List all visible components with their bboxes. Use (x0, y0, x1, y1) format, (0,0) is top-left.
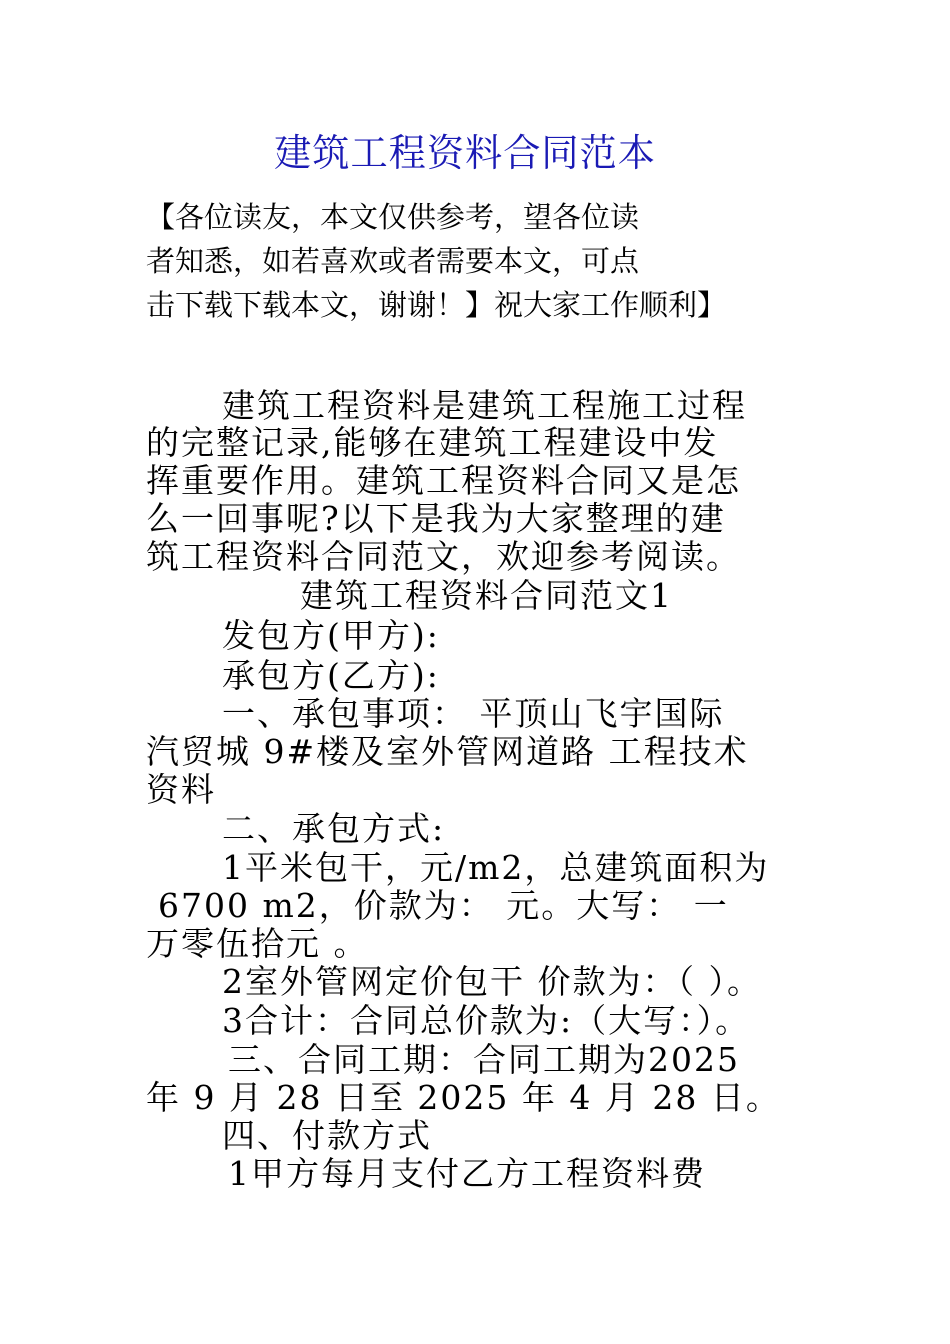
notice-line: 者知悉，如若喜欢或者需要本文，可点 (146, 244, 640, 278)
notice-line: 【各位读友，本文仅供参考，望各位读 (146, 200, 640, 234)
clause-line: 万零伍拾元 。 (146, 924, 369, 963)
clause-line: 资料 (146, 770, 216, 809)
paragraph-line: 么一回事呢?以下是我为大家整理的建 (146, 499, 726, 538)
paragraph-line: 建筑工程资料是建筑工程施工过程 (222, 386, 747, 425)
section-heading: 建筑工程资料合同范文1 (300, 576, 673, 615)
clause-line: 2室外管网定价包干 价款为：（ ）。 (222, 962, 762, 1001)
clause-line: 年 9 月 28 日至 2025 年 4 月 28 日。 (146, 1078, 781, 1117)
clause-line: 一、承包事项： 平顶山飞宇国际 (222, 694, 725, 733)
clause-line: 四、付款方式 (222, 1116, 432, 1155)
paragraph-line: 挥重要作用。建筑工程资料合同又是怎 (146, 461, 741, 500)
party-b-line: 承包方(乙方): (222, 656, 440, 695)
paragraph-line: 筑工程资料合同范文，欢迎参考阅读。 (146, 537, 741, 576)
clause-line: 三、合同工期：合同工期为2025 (228, 1040, 740, 1079)
document-title: 建筑工程资料合同范本 (274, 131, 656, 175)
notice-line: 击下载下载本文，谢谢！】祝大家工作顺利】 (146, 288, 727, 322)
paragraph-line: 的完整记录,能够在建筑工程建设中发 (146, 423, 719, 462)
party-a-line: 发包方(甲方): (222, 616, 440, 655)
clause-line: 6700 m2，价款为： 元。大写： 一 (158, 886, 729, 925)
clause-line: 1平米包干，元/m2，总建筑面积为 (222, 848, 770, 887)
clause-line: 3合计：合同总价款为:（大写：）。 (222, 1001, 751, 1040)
clause-line: 汽贸城 9#楼及室外管网道路 工程技术 (146, 732, 749, 771)
clause-line: 1甲方每月支付乙方工程资料费 (228, 1154, 706, 1193)
clause-line: 二、承包方式: (222, 809, 446, 848)
